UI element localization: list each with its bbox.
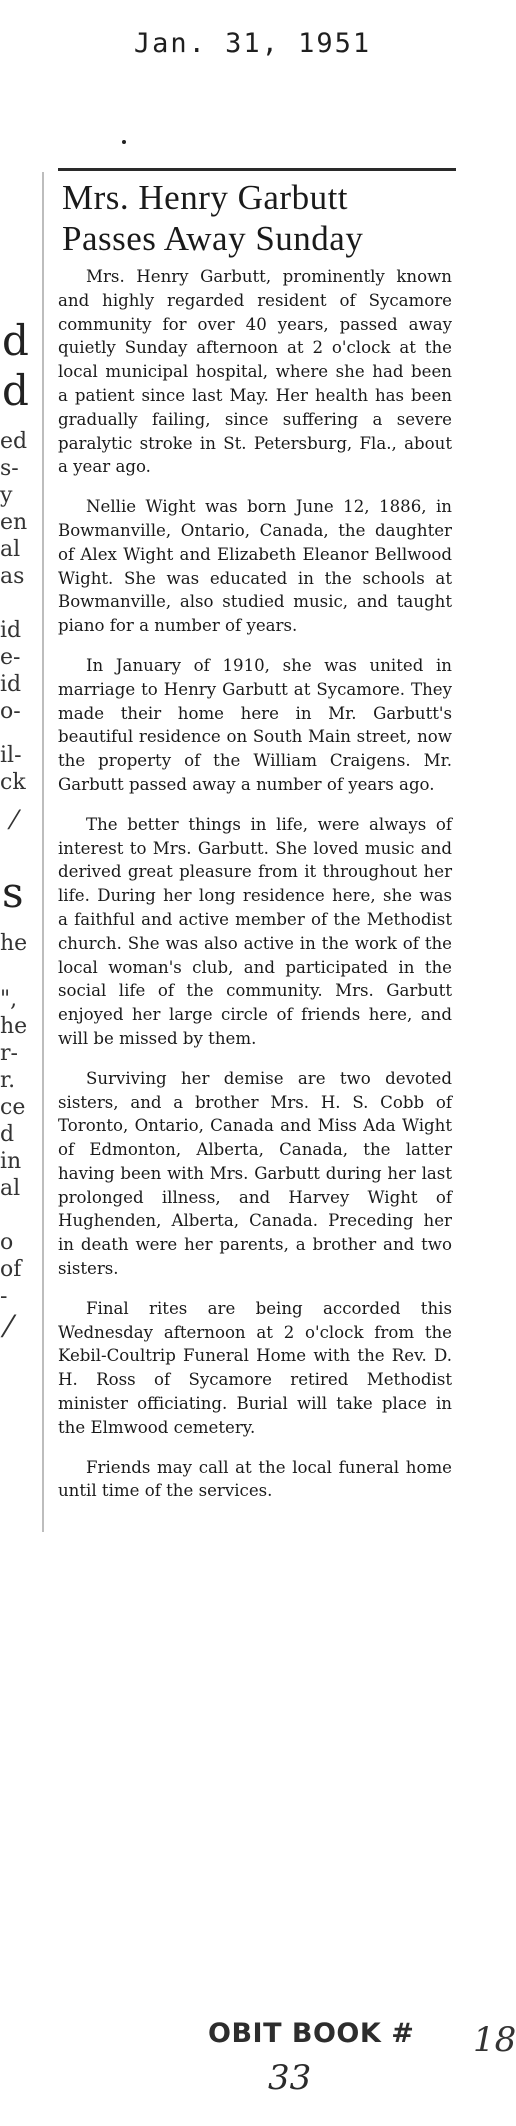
obituary-article xyxy=(48,168,456,1519)
paragraph-marriage: In January of 1910, she was united in marriage to Henry Garbutt at Sycamore. They made their home here in Mr. Garbutt's beautiful residence on South Main street, now the property of the William Craigens. Mr. Garbutt passed away a number of years ago. xyxy=(58,655,452,794)
left-fragment-big-2: d xyxy=(2,366,29,415)
left-fragment-line: s- xyxy=(0,456,19,481)
pencil-mark: ⁄ xyxy=(6,1310,12,1345)
headline-line-1: Mrs. Henry Garbutt xyxy=(62,178,349,217)
date-stamp: Jan. 31, 1951 xyxy=(133,28,372,59)
left-fragment-line: y xyxy=(0,483,13,508)
left-fragment-line: - xyxy=(0,1284,8,1309)
left-fragment-line: ck xyxy=(0,770,26,795)
left-fragment-line: in xyxy=(0,1149,22,1174)
left-fragment-line: al xyxy=(0,1176,21,1201)
left-fragment-big-1: d xyxy=(2,316,29,365)
left-fragment-line: o- xyxy=(0,699,21,724)
obit-book-stamp: OBIT BOOK # xyxy=(208,2018,415,2049)
left-fragment-line: ", xyxy=(0,987,18,1012)
left-fragment-line: r- xyxy=(0,1041,18,1066)
paragraph-intro: Mrs. Henry Garbutt, prominently known and highly regarded resident of Sycamore community for over 40 years, passed away quietly Sunday afternoon at 2 o'clock at the local municipal hospital, where she had been a patient since last May. Her health has been gradually failing, since suffering a severe paralytic stroke in St. Petersburg, Fla., about a year ago. xyxy=(58,267,452,477)
article-body xyxy=(58,265,456,1503)
left-fragment-line: o xyxy=(0,1230,14,1255)
paragraph-visitation: Friends may call at the local funeral home until time of the services. xyxy=(58,1457,452,1501)
ink-dot xyxy=(122,140,126,144)
left-fragment-line: e- xyxy=(0,645,21,670)
headline-line-2: Passes Away Sunday xyxy=(62,219,364,258)
left-fragment-line: d xyxy=(0,1122,15,1147)
paragraph-survivors: Surviving her demise are two devoted sisters, and a brother Mrs. H. S. Cobb of Toronto, Ontario, Canada and Miss Ada Wight of Edmonton, Alberta, Canada, the latter having been with Mrs. Garbutt during her last prolonged illness, and Harvey Wight of Hughenden, Alberta, Canada. Preceding her in death were her parents, a brother and two sisters. xyxy=(58,1068,452,1279)
left-fragment-line: al xyxy=(0,537,21,562)
column-rule xyxy=(42,172,44,1532)
left-fragment-line: en xyxy=(0,510,28,535)
left-fragment-line: id xyxy=(0,618,22,643)
left-fragment-line: il- xyxy=(0,743,22,768)
paragraph-birth: Nellie Wight was born June 12, 1886, in Bowmanville, Ontario, Canada, the daughter of Alex Wight and Elizabeth Eleanor Bellwood Wight. She was educated in the schools at Bowmanville, also studied music, and taught piano for a number of years. xyxy=(58,497,452,636)
left-fragment-line: ed xyxy=(0,429,28,454)
left-fragment-line: r. xyxy=(0,1068,16,1093)
left-fragment-line: he xyxy=(0,931,28,956)
headline-rule xyxy=(58,168,456,171)
left-fragment-line: of xyxy=(0,1257,22,1282)
paragraph-rites: Final rites are being accorded this Wednesday afternoon at 2 o'clock from the Kebil-Coultrip Funeral Home with the Rev. D. H. Ross of Sycamore retired Methodist minister officiating. Burial will take place in the Elmwood cemetery. xyxy=(58,1298,452,1437)
left-fragment-big-s: s xyxy=(2,868,24,917)
handwritten-book-number: 33 xyxy=(268,2058,312,2098)
left-fragment-line: id xyxy=(0,672,22,697)
paragraph-life: The better things in life, were always of interest to Mrs. Garbutt. She loved music and derived great pleasure from it throughout her life. During her long residence here, she was a faithful and active member of the Methodist church. She was also active in the work of the local woman's club, and participated in the social life of the community. Mrs. Garbutt enjoyed her large circle of friends here, and will be missed by them. xyxy=(58,814,452,1048)
left-fragment-line: as xyxy=(0,564,25,589)
pencil-mark: ⁄ xyxy=(12,806,17,836)
left-fragment-line: ce xyxy=(0,1095,26,1120)
left-fragment-line: he xyxy=(0,1014,28,1039)
headline xyxy=(62,177,456,259)
handwritten-edge-number: 18 xyxy=(473,2020,516,2060)
